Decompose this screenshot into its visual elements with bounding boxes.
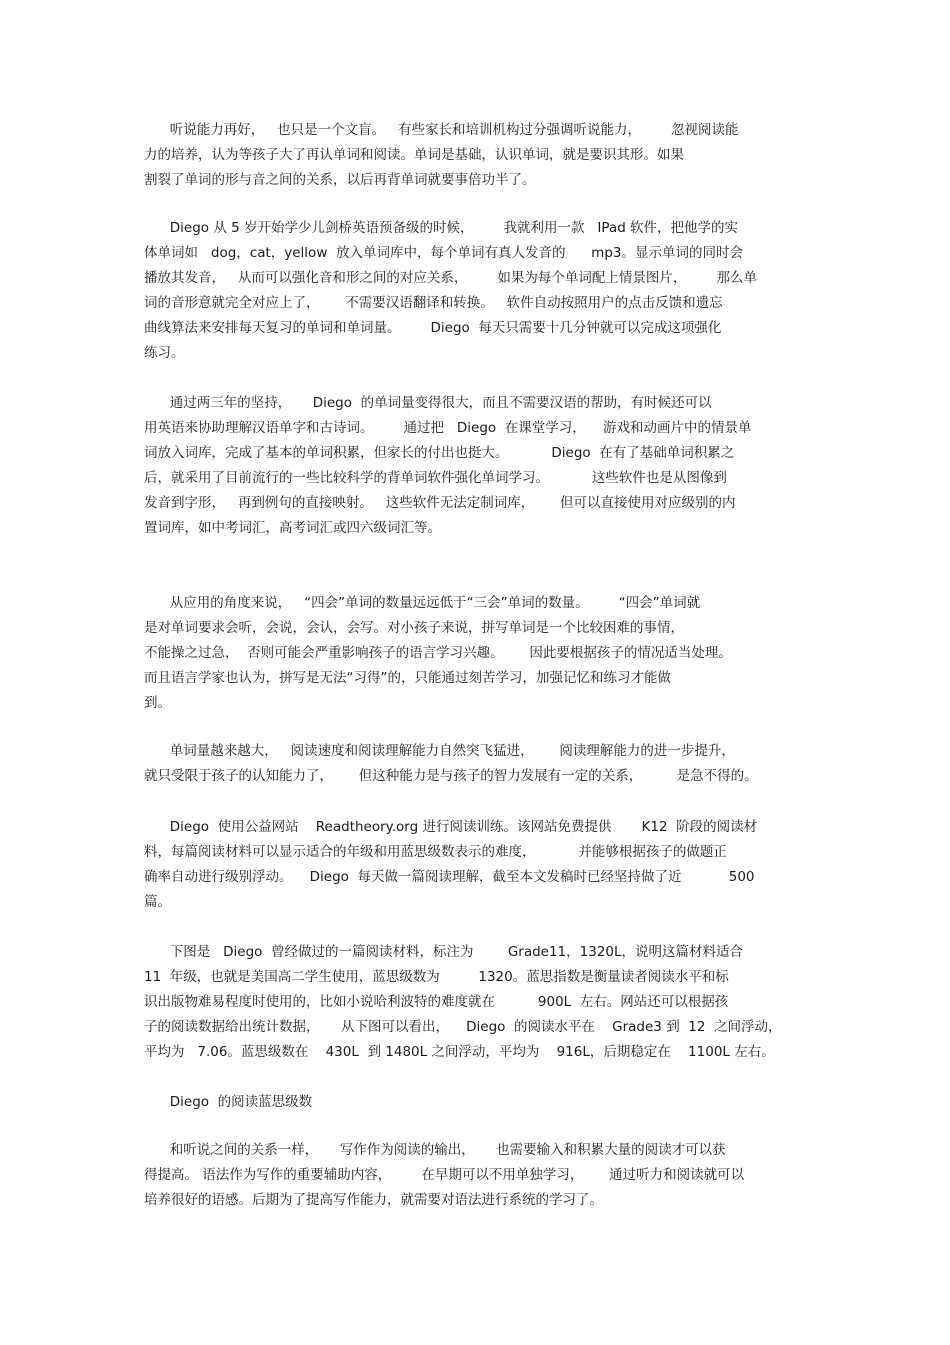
text-line: 词放入词库，完成了基本的单词积累，但家长的付出也挺大。 Diego 在有了基础单词积累之 [144, 445, 735, 461]
text-line: 力的培养，认为等孩子大了再认单词和阅读。单词是基础，认识单词，就是要识其形。如果 [144, 147, 684, 163]
text-line: 割裂了单词的形与音之间的关系，以后再背单词就要事倍功半了。 [144, 172, 536, 188]
text-line: 下图是 Diego 曾经做过的一篇阅读材料，标注为 Grade11，1320L，说明这篇材料适合 [144, 944, 744, 960]
text-line: 篇。 [144, 894, 171, 910]
text-line: 播放其发音， 从而可以强化音和形之间的对应关系， 如果为每个单词配上情景图片， 那么单 [144, 270, 757, 286]
text-line: 词的音形意就完全对应上了， 不需要汉语翻译和转换。 软件自动按照用户的点击反馈和遗忘 [144, 295, 723, 311]
text-line: 料，每篇阅读材料可以显示适合的年级和用蓝思级数表示的难度， 并能够根据孩子的做题正 [144, 844, 727, 860]
text-line: 11 年级，也就是美国高二学生使用，蓝思级数为 1320。蓝思指数是衡量读者阅读水平和标 [144, 969, 729, 985]
text-line: 和听说之间的关系一样， 写作作为阅读的输出， 也需要输入和积累大量的阅读才可以获 [144, 1142, 726, 1158]
text-line: 听说能力再好， 也只是一个文盲。 有些家长和培训机构过分强调听说能力， 忽视阅读能 [144, 122, 739, 138]
text-line: 子的阅读数据给出统计数据， 从下图可以看出， Diego 的阅读水平在 Grade3 到 12 之间浮动， [144, 1019, 782, 1035]
text-line: 不能操之过急， 否则可能会严重影响孩子的语言学习兴趣。 因此要根据孩子的情况适当处理。 [144, 645, 732, 661]
text-line: Diego 从 5 岁开始学少儿剑桥英语预备级的时候， 我就利用一款 IPad 软件，把他学的实 [144, 220, 739, 236]
text-line: 确率自动进行级别浮动。 Diego 每天做一篇阅读理解，截至本文发稿时已经坚持做了近 500 [144, 869, 755, 885]
text-line: 培养很好的语感。后期为了提高写作能力，就需要对语法进行系统的学习了。 [144, 1192, 603, 1208]
text-line: 置词库，如中考词汇，高考词汇或四六级词汇等。 [144, 520, 441, 536]
text-line: 体单词如 dog，cat，yellow 放入单词库中，每个单词有真人发音的 mp3。显示单词的同时会 [144, 245, 743, 261]
text-line: 通过两三年的坚持， Diego 的单词量变得很大，而且不需要汉语的帮助，有时候还可以 [144, 395, 712, 411]
text-line: 平均为 7.06。蓝思级数在 430L 到 1480L 之间浮动，平均为 916L，后期稳定在 1100L 左右。 [144, 1044, 775, 1060]
text-line: 就只受限于孩子的认知能力了， 但这种能力是与孩子的智力发展有一定的关系， 是急不得的。 [144, 768, 758, 784]
text-line: Diego 使用公益网站 Readtheory.org 进行阅读训练。该网站免费提供 K12 阶段的阅读材 [144, 819, 758, 835]
text-line: 后，就采用了目前流行的一些比较科学的背单词软件强化单词学习。 这些软件也是从图像到 [144, 470, 727, 486]
text-line: 得提高。 语法作为写作的重要辅助内容， 在早期可以不用单独学习， 通过听力和阅读就可以 [144, 1167, 745, 1183]
caption-line: Diego 的阅读蓝思级数 [144, 1094, 313, 1110]
text-line: 用英语来协助理解汉语单字和古诗词。 通过把 Diego 在课堂学习， 游戏和动画片中的情景单 [144, 420, 752, 436]
text-line: 曲线算法来安排每天复习的单词和单词量。 Diego 每天只需要十几分钟就可以完成这项强化 [144, 320, 722, 336]
text-line: 单词量越来越大， 阅读速度和阅读理解能力自然突飞猛进， 阅读理解能力的进一步提升， [144, 743, 735, 759]
text-line: 而且语言学家也认为，拼写是无法“习得”的，只能通过刻苦学习，加强记忆和练习才能做 [144, 670, 671, 686]
text-line: 练习。 [144, 345, 185, 361]
text-line: 识出版物难易程度时使用的，比如小说哈利波特的难度就在 900L 左右。网站还可以根据孩 [144, 994, 729, 1010]
text-line: 是对单词要求会听，会说，会认，会写。对小孩子来说，拼写单词是一个比较困难的事情， [144, 620, 684, 636]
text-line: 到。 [144, 695, 171, 711]
text-line: 从应用的角度来说， “四会”单词的数量远远低于“三会”单词的数量。 “四会”单词就 [144, 595, 701, 611]
text-line: 发音到字形， 再到例句的直接映射。 这些软件无法定制词库， 但可以直接使用对应级别的内 [144, 495, 736, 511]
